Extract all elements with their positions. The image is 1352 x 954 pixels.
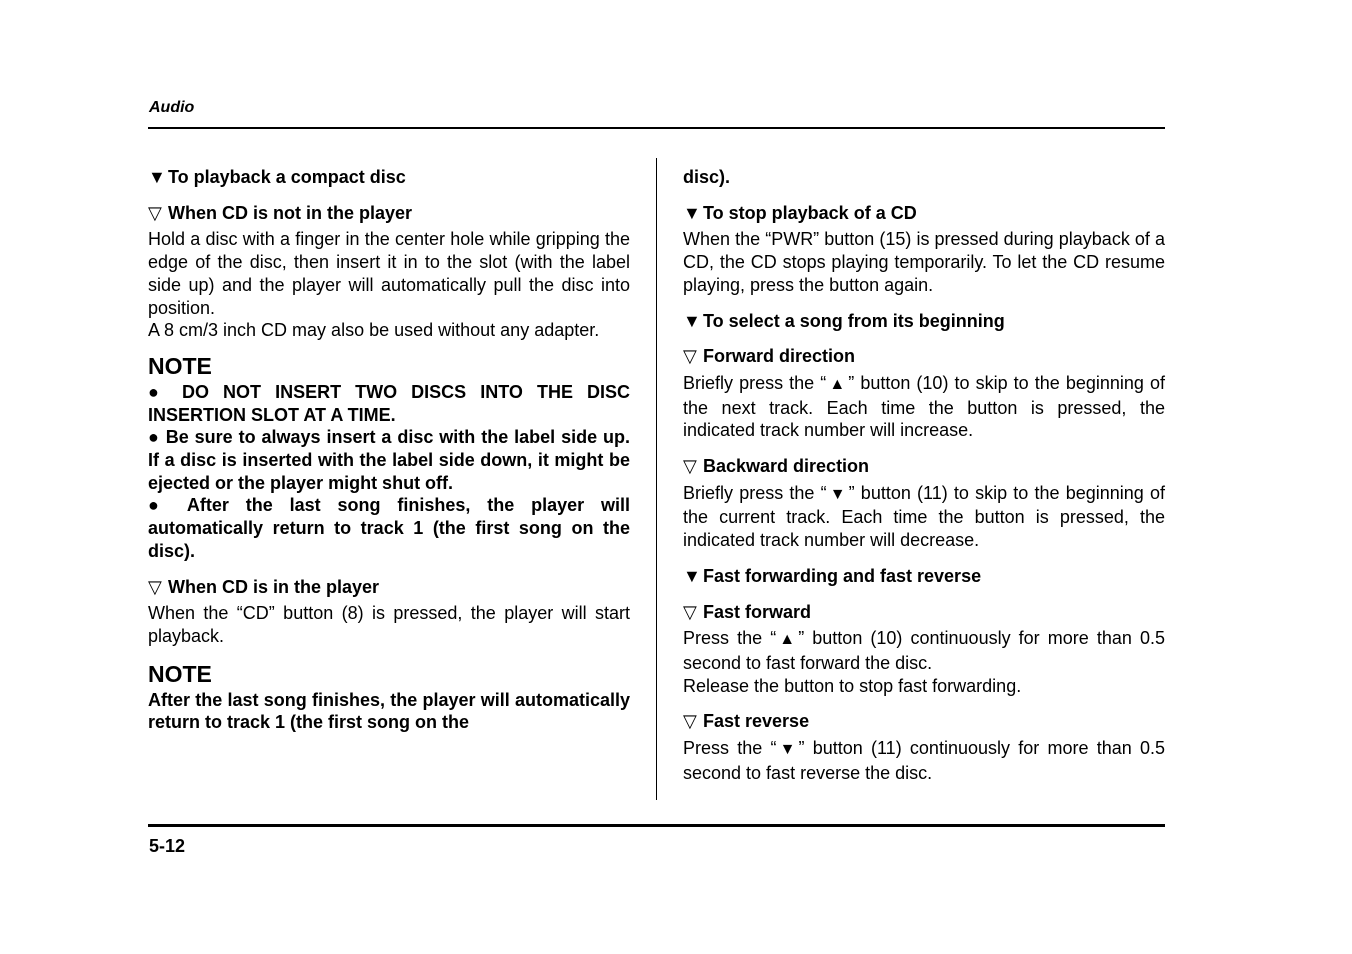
up-triangle-icon: ▲ xyxy=(829,375,846,393)
subheading-text: When CD is in the player xyxy=(168,576,380,597)
text: ” button (10) continuously for more than 0.5 second to fast forward the disc. xyxy=(683,628,1165,673)
heading-fast-forward-reverse xyxy=(683,565,1165,588)
note-text: After the last song finishes, the player will automatically return to track 1 (the first song on the xyxy=(148,689,630,733)
down-triangle-outline-icon: ▽ xyxy=(683,601,697,622)
subheading-text: Forward direction xyxy=(703,346,856,367)
subheading-fast-reverse xyxy=(683,710,1165,733)
text: Press the “ xyxy=(683,738,777,759)
down-triangle-outline-icon: ▽ xyxy=(148,202,162,223)
bullet-icon: ● xyxy=(148,427,166,448)
text: ” button (11) to skip to the beginning of the current track. Each time the button is pressed, the indicated track number will decrease. xyxy=(683,482,1165,551)
down-triangle-solid-icon: ▼ xyxy=(683,310,701,331)
paragraph: Hold a disc with a finger in the center hole while gripping the edge of the disc, then insert it in to the slot (with the label side up) and the player will automatically pull the disc into position. xyxy=(148,229,630,318)
subheading-not-in-player xyxy=(148,202,630,225)
heading-stop-playback xyxy=(683,202,1165,225)
down-triangle-solid-icon: ▼ xyxy=(683,202,701,223)
paragraph: A 8 cm/3 inch CD may also be used without any adapter. xyxy=(148,320,600,341)
text: Briefly press the “ xyxy=(683,372,827,393)
note-item-text: After the last song finishes, the player will automatically return to track 1 (the first song on the disc). xyxy=(148,495,630,561)
heading-text: Fast forwarding and fast reverse xyxy=(703,565,982,586)
page-number: 5-12 xyxy=(149,836,186,856)
note-item xyxy=(148,426,630,494)
right-column xyxy=(683,166,1165,784)
text: ” button (11) continuously for more than 0.5 second to fast reverse the disc. xyxy=(683,738,1165,783)
paragraph xyxy=(683,627,1165,674)
heading-playback xyxy=(148,166,630,189)
header-rule xyxy=(148,127,1165,129)
subheading-text: Backward direction xyxy=(703,456,870,477)
note-item xyxy=(148,494,630,562)
paragraph: When the “PWR” button (15) is pressed during playback of a CD, the CD stops playing temporarily. To let the CD resume playing, press the button again. xyxy=(683,229,1165,295)
note-title: NOTE xyxy=(148,660,212,687)
text: Briefly press the “ xyxy=(683,482,827,503)
note-item-text: DO NOT INSERT TWO DISCS INTO THE DISC INSERTION SLOT AT A TIME. xyxy=(148,381,631,425)
heading-text: To playback a compact disc xyxy=(168,167,406,187)
note-item-text: Be sure to always insert a disc with the label side up. If a disc is inserted with the label side down, it might be ejected or the player might shut off. xyxy=(148,427,630,493)
down-triangle-solid-icon: ▼ xyxy=(148,167,166,187)
down-triangle-icon: ▼ xyxy=(829,485,846,503)
subheading-forward xyxy=(683,345,1165,368)
paragraph xyxy=(683,372,1165,442)
subheading-text: Fast reverse xyxy=(703,711,810,732)
left-column xyxy=(148,166,630,734)
column-divider xyxy=(656,158,657,800)
section-header: Audio xyxy=(149,99,195,116)
heading-text: To stop playback of a CD xyxy=(703,202,917,223)
paragraph xyxy=(683,482,1165,552)
text: ” button (10) to skip to the beginning of the next track. Each time the button is pressed, the indicated track number will increase. xyxy=(683,372,1165,441)
heading-text: To select a song from its beginning xyxy=(703,310,1005,331)
bullet-icon: ● xyxy=(148,495,187,516)
down-triangle-solid-icon: ▼ xyxy=(683,565,701,586)
subheading-in-player xyxy=(148,576,630,599)
text: Press the “ xyxy=(683,628,777,649)
subheading-fast-forward xyxy=(683,601,1165,624)
subheading-text: Fast forward xyxy=(703,601,812,622)
subheading-text: When CD is not in the player xyxy=(168,202,413,223)
note-item xyxy=(148,381,630,426)
bullet-icon: ● xyxy=(148,381,182,402)
down-triangle-outline-icon: ▽ xyxy=(148,576,162,597)
note-title: NOTE xyxy=(148,352,212,379)
down-triangle-outline-icon: ▽ xyxy=(683,711,697,732)
paragraph: When the “CD” button (8) is pressed, the player will start playback. xyxy=(148,603,630,646)
subheading-backward xyxy=(683,455,1165,478)
heading-select-song xyxy=(683,310,1165,333)
paragraph xyxy=(683,737,1165,784)
down-triangle-icon: ▼ xyxy=(779,741,796,759)
note-list xyxy=(148,381,630,563)
note-continuation: disc). xyxy=(683,167,731,187)
paragraph: Release the button to stop fast forwarding. xyxy=(683,675,1022,696)
down-triangle-outline-icon: ▽ xyxy=(683,346,697,367)
footer-rule xyxy=(148,824,1165,827)
up-triangle-icon: ▲ xyxy=(779,631,796,649)
down-triangle-outline-icon: ▽ xyxy=(683,456,697,477)
